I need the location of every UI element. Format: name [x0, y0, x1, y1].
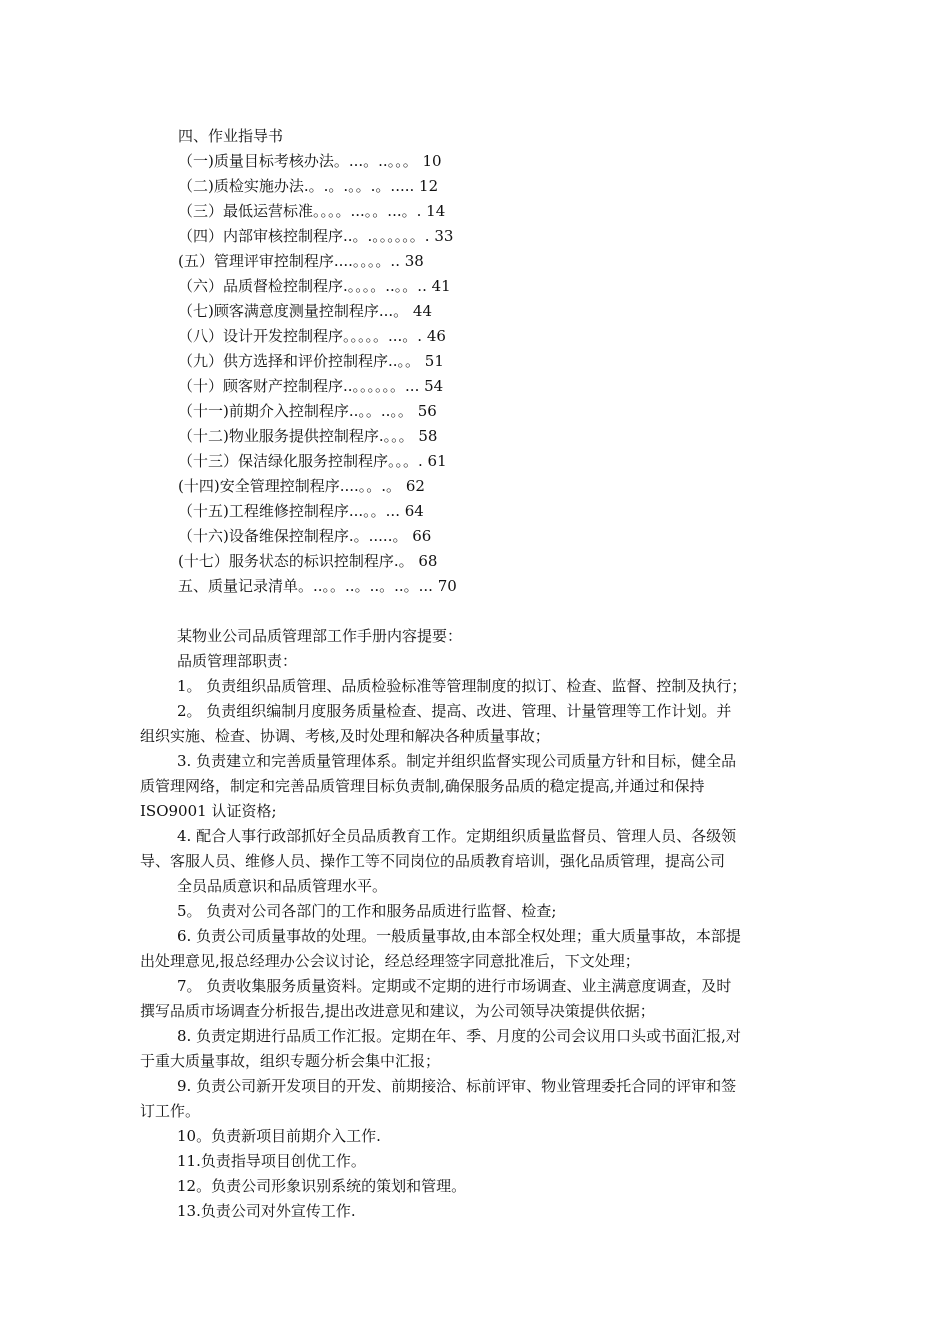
- toc-item: （十五)工程维修控制程序...。。... 64: [178, 502, 424, 520]
- duty-line: 10。负责新项目前期介入工作.: [177, 1127, 381, 1145]
- duty-line: ISO9001 认证资格;: [140, 802, 277, 820]
- toc-item: （十三）保洁绿化服务控制程序。。。. 61: [178, 452, 447, 470]
- duty-line: 组织实施、检查、协调、考核,及时处理和解决各种质量事故；: [140, 727, 550, 745]
- duty-item: [140, 1149, 808, 1174]
- duty-line: 6. 负责公司质量事故的处理。一般质量事故,由本部全权处理；重大质量事故，本部提: [177, 927, 741, 945]
- toc-item: （十）顾客财产控制程序..。。。。。。... 54: [178, 377, 444, 395]
- duty-item: [140, 974, 808, 1024]
- toc-item: （二)质检实施办法.。.。.。。.。..... 12: [178, 177, 439, 195]
- duty-line: 13.负责公司对外宣传工作.: [177, 1202, 356, 1220]
- duty-line: 全员品质意识和品质管理水平。: [177, 877, 388, 895]
- toc-item: （十六)设备维保控制程序.。.....。 66: [178, 527, 432, 545]
- handbook-summary: [140, 624, 808, 1224]
- toc-heading: 四、作业指导书: [178, 127, 284, 145]
- duty-line: 8. 负责定期进行品质工作汇报。定期在年、季、月度的公司会议用口头或书面汇报,对: [177, 1027, 741, 1045]
- duty-line: 9. 负责公司新开发项目的开发、前期接洽、标前评审、物业管理委托合同的评审和签: [177, 1077, 737, 1095]
- duty-item: [140, 674, 808, 699]
- toc-list: [178, 149, 818, 599]
- duty-line: 7。 负责收集服务质量资料。定期或不定期的进行市场调查、业主满意度调查，及时: [177, 977, 732, 995]
- toc-item: （四）内部审核控制程序..。.。。。。。。. 33: [178, 227, 454, 245]
- toc-item: (十四)安全管理控制程序....。。.。 62: [178, 477, 425, 495]
- duty-line: 于重大质量事故，组织专题分析会集中汇报；: [140, 1052, 441, 1070]
- duty-item: [140, 1174, 808, 1199]
- toc-item: (十七）服务状态的标识控制程序.。 68: [178, 552, 438, 570]
- duties-list: [140, 674, 808, 1224]
- duty-line: 质管理网络，制定和完善品质管理目标负责制,确保服务品质的稳定提高,并通过和保持: [140, 777, 705, 795]
- duty-line: 11.负责指导项目创优工作。: [177, 1152, 366, 1170]
- toc-item: （八）设计开发控制程序。。。。。...。. 46: [178, 327, 446, 345]
- duty-line: 出处理意见,报总经理办公会议讨论，经总经理签字同意批准后，下文处理；: [140, 952, 640, 970]
- duty-line: 撰写品质市场调查分析报告,提出改进意见和建议，为公司领导决策提供依据；: [140, 1002, 655, 1020]
- duty-line: 12。负责公司形象识别系统的策划和管理。: [177, 1177, 467, 1195]
- summary-title: 某物业公司品质管理部工作手册内容提要：: [177, 627, 463, 645]
- duties-heading: 品质管理部职责：: [177, 652, 298, 670]
- duty-line: 导、客服人员、维修人员、操作工等不同岗位的品质教育培训，强化品质管理，提高公司: [140, 852, 726, 870]
- duty-item: [140, 1124, 808, 1149]
- duty-line: 2。 负责组织编制月度服务质量检查、提高、改进、管理、计量管理等工作计划。并: [177, 702, 732, 720]
- duty-item: [140, 1074, 808, 1124]
- duty-item: [140, 1024, 808, 1074]
- duty-item: [140, 699, 808, 749]
- duty-item: [140, 749, 808, 824]
- toc-item: 五、质量记录清单。..。。..。..。..。... 70: [178, 577, 457, 595]
- toc-item: （三）最低运营标准。。。。...。。...。. 14: [178, 202, 446, 220]
- duty-line: 订工作。: [140, 1102, 201, 1120]
- duty-line: 4. 配合人事行政部抓好全员品质教育工作。定期组织质量监督员、管理人员、各级领: [177, 827, 737, 845]
- duty-line: 3. 负责建立和完善质量管理体系。制定并组织监督实现公司质量方针和目标，健全品: [177, 752, 737, 770]
- duty-line: 1。 负责组织品质管理、品质检验标准等管理制度的拟订、检查、监督、控制及执行；: [177, 677, 747, 695]
- toc-item: （七)顾客满意度测量控制程序...。 44: [178, 302, 433, 320]
- table-of-contents: [178, 124, 818, 599]
- duty-item: [140, 924, 808, 974]
- toc-item: （九）供方选择和评价控制程序..。。 51: [178, 352, 444, 370]
- toc-item: （十一)前期介入控制程序..。。..。。 56: [178, 402, 437, 420]
- duty-item: [140, 899, 808, 924]
- toc-item: (五）管理评审控制程序....。。。。.. 38: [178, 252, 424, 270]
- toc-item: （六）品质督检控制程序.。。。。..。。.. 41: [178, 277, 451, 295]
- duty-item: [140, 1199, 808, 1224]
- duty-item: [140, 824, 808, 899]
- duty-line: 5。 负责对公司各部门的工作和服务品质进行监督、检查;: [177, 902, 557, 920]
- toc-item: （十二)物业服务提供控制程序.。。。 58: [178, 427, 438, 445]
- toc-item: （一)质量目标考核办法。...。..。。。 10: [178, 152, 442, 170]
